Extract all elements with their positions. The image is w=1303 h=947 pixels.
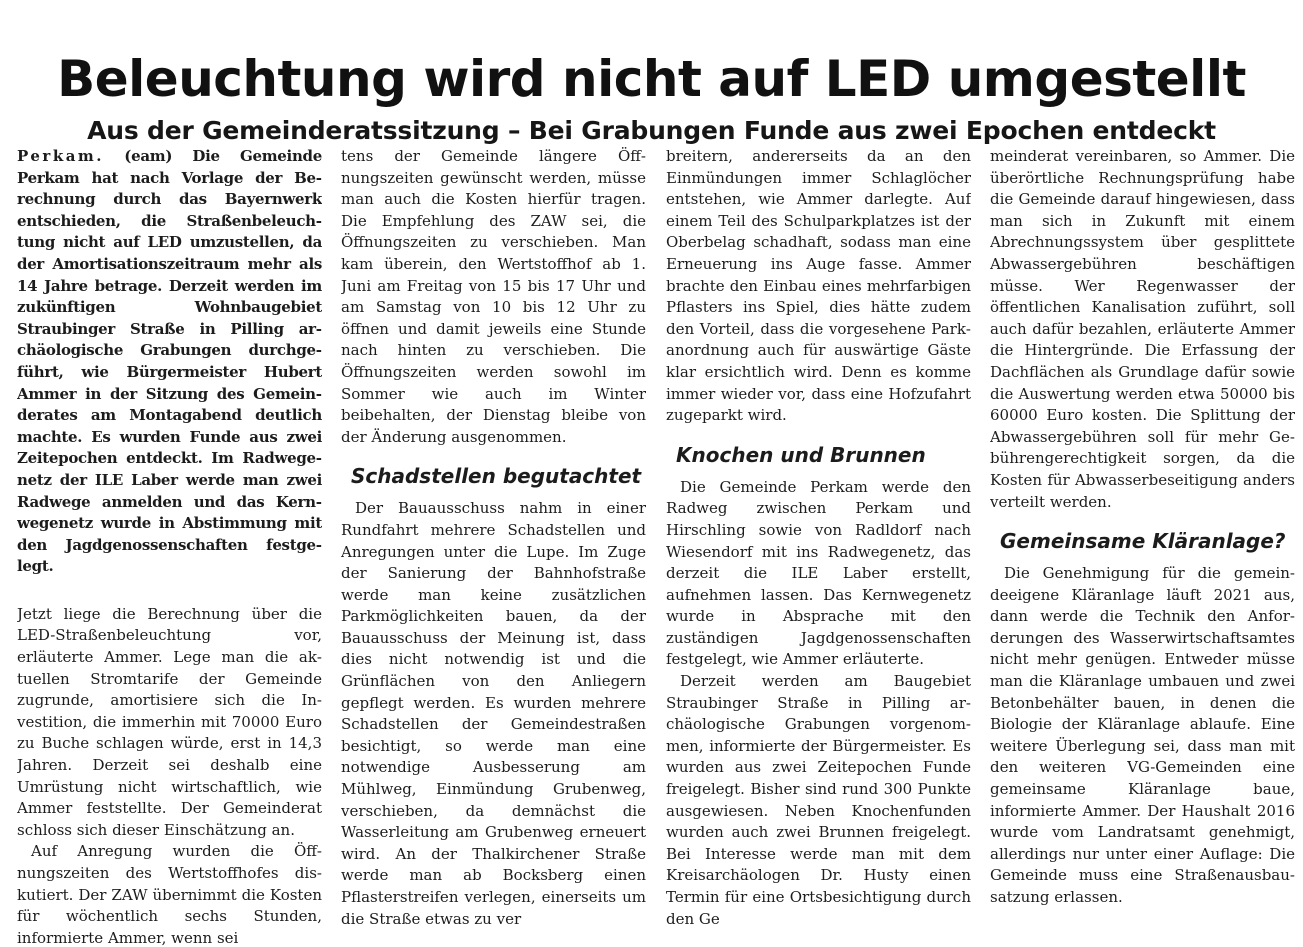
subheadline: Aus der Gemeinderatssitzung – Bei Grabungen Funde aus zwei Epochen entdeckt (87, 115, 1216, 145)
lead-paragraph (17, 146, 322, 578)
column-1 (17, 146, 322, 946)
dateline-place: Perkam. (17, 147, 105, 165)
body-paragraph: Der Bauausschuss nahm in einer Rundfahrt mehrere Schadstellen und Anregungen unter die Lupe. Im Zuge der Sanierung der Bahnhofstraße werde man keine zusätzlichen Parkmöglichkeiten bauen, da der Bauausschuss der Meinung ist, dass dies nicht notwendig ist und die Grünflächen von den Anliegern gepflegt werden. Es wurden mehrere Schadstellen der Gemeindestraßen besichtigt, so werde man eine notwendige Ausbesserung am Mühlweg, Einmündung Grubenweg, verschieben, da demnächst die Wasserleitung am Grubenweg erneuert wird. An der Thalkirchener Straße werde man ab Bocksberg einen Pflasterstreifen verlegen, einerseits um die Straße etwas zu ver (341, 499, 646, 928)
body-paragraph: Derzeit werden am Baugebiet Straubinger Straße in Pilling archäologische Grabungen vorgenommen, informierte der Bürgermeister. Es wurden aus zwei Zeitepochen Funde freigelegt. Bisher sind rund 300 Punkte ausgewiesen. Neben Knochenfunden wurden auch zwei Brunnen freigelegt. Bei Interesse werde man mit dem Kreisarchäologen Dr. Husty einen Termin für eine Ortsbesichtigung durch den Ge (666, 672, 971, 928)
body-paragraph: Auf Anregung wurden die Öffnungszeiten des Wertstoffhofes diskutiert. Der ZAW übernimmt die Kosten für wöchentlich sechs Stunden, informierte Ammer, wenn sei (17, 842, 322, 946)
body-paragraph: Die Genehmigung für die gemeindeeigene Kläranlage läuft 2021 aus, dann werde die Technik den Anforderungen des Wasserwirtschaftsamtes nicht mehr genügen. Entweder müsse man die Kläranlage umbauen und zwei Betonbehälter bauen, in denen die Biologie der Kläranlage ablaufe. Eine weitere Überlegung sei, dass man mit den weiteren VG-Gemeinden eine gemeinsame Kläranlage baue, informierte Ammer. Der Haushalt 2016 wurde vom Landratsamt genehmigt, allerdings nur unter einer Auflage: Die Gemeinde muss eine Straßenausbausatzung erlassen. (990, 564, 1295, 906)
body-paragraph: breitern, andererseits da an den Einmündungen immer Schlaglöcher entstehen, wie Ammer darlegte. Auf einem Teil des Schulparkplatzes ist der Oberbelag schadhaft, sodass man eine Erneuerung ins Auge fasse. Ammer brachte den Einbau eines mehrfarbigen Pflasters ins Spiel, dies hätte zudem den Vorteil, dass die vorgesehene Parkanordnung auch für auswärtige Gäste klar ersichtlich wird. Denn es komme immer wieder vor, dass eine Hofzufahrt zugeparkt wird. (666, 147, 971, 425)
body-paragraph: Jetzt liege die Berechnung über die LED-Straßenbeleuchtung vor, erläuterte Ammer. Lege man die aktuellen Stromtarife der Gemeinde zugrunde, amortisiere sich die Investition, die immerhin mit 70000 Euro zu Buche schlagen würde, erst in 14,3 Jahren. Derzeit sei deshalb eine Umrüstung nicht wirtschaftlich, wie Ammer feststellte. Der Gemeinderat schloss sich dieser Einschätzung an. (17, 604, 322, 839)
column-2 (341, 146, 646, 946)
headline: Beleuchtung wird nicht auf LED umgestellt (57, 49, 1246, 108)
column-3 (666, 146, 971, 946)
column-4 (990, 146, 1295, 946)
body-paragraph: meinderat vereinbaren, so Ammer. Die überörtliche Rechnungsprüfung habe die Gemeinde darauf hingewiesen, dass man sich in Zukunft mit einem Abrechnungssystem über gesplittete Abwassergebühren beschäftigen müsse. Wer Regenwasser der öffentlichen Kanalisation zuführt, soll auch dafür bezahlen, erläuterte Ammer die Hintergründe. Die Erfassung der Dachflächen als Grundlage dafür sowie die Auswertung werden etwa 50000 bis 60000 Euro kosten. Die Splittung der Abwassergebühren soll für mehr Gebührengerechtigkeit sorgen, da die Kosten für Abwasserbeseitigung anders verteilt werden. (990, 147, 1295, 511)
body-paragraph: Die Gemeinde Perkam werde den Radweg zwischen Perkam und Hirschling sowie von Radldorf nach Wiesendorf mit ins Radwegenetz, das derzeit die ILE Laber erstellt, aufnehmen lassen. Das Kernwegenetz wurde in Absprache mit den zuständigen Jagdgenossenschaften festgelegt, wie Ammer erläuterte. (666, 477, 971, 669)
subheading-klaeranlage: Gemeinsame Kläranlage? (1000, 529, 1286, 554)
lead-text: (eam) Die Gemeinde Perkam hat nach Vorlage der Berechnung durch das Bayernwerk entschieden, die Straßenbeleuchtung nicht auf LED umzustellen, da der Amortisationszeitraum mehr als 14 Jahre betrage. Derzeit werden im zukünftigen Wohnbaugebiet Straubinger Straße in Pilling archäologische Grabungen durchgeführt, wie Bürgermeister Hubert Ammer in der Sitzung des Gemeinderates am Montagabend deutlich machte. Es wurden Funde aus zwei Zeitepochen entdeckt. Im Radwegenetz der ILE Laber werde man zwei Radwege anmelden und das Kernwegenetz wurde in Abstimmung mit den Jagdgenossenschaften festgelegt. (17, 147, 322, 576)
subheading-knochen: Knochen und Brunnen (676, 442, 926, 467)
subheading-schadstellen: Schadstellen begutachtet (351, 464, 642, 489)
body-paragraph: tens der Gemeinde längere Öffnungszeiten gewünscht werden, müsse man auch die Kosten hierfür tragen. Die Empfehlung des ZAW sei, die Öffnungszeiten zu verschieben. Man kam überein, den Wertstoffhof ab 1. Juni am Freitag von 15 bis 17 Uhr und am Samstag von 10 bis 12 Uhr zu öffnen und damit jeweils eine Stunde nach hinten zu verschieben. Die Öffnungszeiten werden sowohl im Sommer wie auch im Winter beibehalten, der Dienstag bleibe von der Änderung ausgenommen. (341, 147, 646, 446)
